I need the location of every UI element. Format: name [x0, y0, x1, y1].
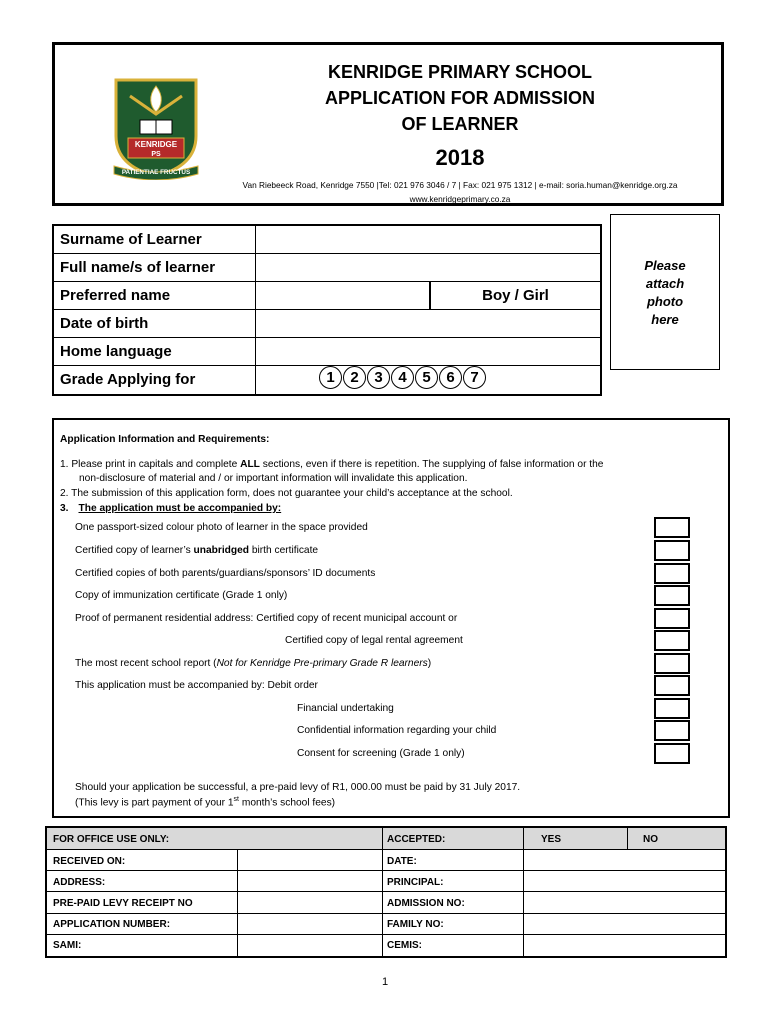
photo-box[interactable]: [610, 214, 720, 370]
surname-field[interactable]: [256, 226, 600, 253]
title-line-2: APPLICATION FOR ADMISSION: [325, 88, 595, 108]
item3-text: The application must be accompanied by:: [78, 503, 282, 514]
photo-text-line: attach: [645, 276, 685, 291]
cemis-label: CEMIS:: [387, 940, 422, 951]
info-item-1-cont: non-disclosure of material and / or important information will invalidate this application.: [79, 473, 468, 484]
grade-option-6[interactable]: 6: [439, 366, 462, 389]
req7-italic: Not for Kenridge Pre-primary Grade R learners: [216, 658, 428, 669]
home-language-field[interactable]: [256, 338, 600, 365]
checkbox-municipal-account[interactable]: [654, 608, 690, 629]
website-link[interactable]: www.kenridgeprimary.co.za: [409, 194, 511, 204]
levy-pre: (This levy is part payment of your 1: [75, 797, 234, 809]
req-immunization: Copy of immunization certificate (Grade 1 only): [75, 590, 288, 601]
req-debit-order: This application must be accompanied by: Debit order: [75, 680, 318, 691]
surname-label: Surname of Learner: [60, 231, 202, 248]
req2-bold: unabridged: [193, 545, 250, 556]
boy-girl-selector[interactable]: Boy / Girl: [482, 287, 549, 304]
dob-label: Date of birth: [60, 315, 149, 332]
contact-block: [170, 0, 750, 210]
grade-option-3[interactable]: 3: [367, 366, 390, 389]
preferred-name-label: Preferred name: [60, 287, 171, 304]
req-confidential-info: Confidential information regarding your child: [297, 725, 497, 736]
row-full-name: [54, 254, 600, 282]
office-use-table: [45, 826, 727, 958]
item3-num: 3.: [60, 503, 69, 514]
title-line-3: OF LEARNER: [401, 114, 519, 134]
checkbox-financial-undertaking[interactable]: [654, 698, 690, 719]
admission-no-label: ADMISSION NO:: [387, 898, 465, 909]
logo-ps-text: PS: [151, 151, 161, 158]
sami-label: SAMI:: [53, 940, 82, 951]
checkbox-birth-certificate[interactable]: [654, 540, 690, 561]
family-no-label: FAMILY NO:: [387, 919, 444, 930]
item1-post: sections, even if there is repetition. The supplying of false information or the: [259, 459, 604, 470]
req-financial-undertaking: Financial undertaking: [297, 703, 394, 714]
checkbox-debit-order[interactable]: [654, 675, 690, 696]
principal-label: PRINCIPAL:: [387, 877, 444, 888]
cell-divider: [255, 366, 256, 394]
info-item-2: 2. The submission of this application form, does not guarantee your child’s acceptance at the school.: [60, 488, 513, 499]
checkbox-school-report[interactable]: [654, 653, 690, 674]
req-proof-address: Proof of permanent residential address: Certified copy of recent municipal account or: [75, 613, 458, 624]
accepted-label: ACCEPTED:: [387, 834, 446, 845]
photo-instructions: [611, 257, 719, 329]
received-on-label: RECEIVED ON:: [53, 856, 126, 867]
levy-post: month’s school fees): [239, 797, 336, 809]
full-name-field[interactable]: [256, 254, 600, 281]
checkbox-parent-ids[interactable]: [654, 563, 690, 584]
dob-field[interactable]: [256, 310, 600, 337]
req7-post: ): [427, 658, 432, 669]
req-consent-screening: Consent for screening (Grade 1 only): [297, 748, 465, 759]
photo-text-line: photo: [646, 294, 684, 309]
home-language-label: Home language: [60, 343, 172, 360]
row-dob: [54, 310, 600, 338]
contact-info: Van Riebeeck Road, Kenridge 7550 |Tel: 021 976 3046 / 7 | Fax: 021 975 1312 | e-mail: soria.human@kenridge.org.za: [242, 180, 678, 190]
info-item-3: [60, 503, 281, 514]
levy-sup: st: [233, 796, 239, 803]
page-number: 1: [381, 976, 389, 988]
req2-post: birth certificate: [249, 545, 319, 556]
grade-option-4[interactable]: 4: [391, 366, 414, 389]
full-name-label: Full name/s of learner: [60, 259, 216, 276]
grade-options: [319, 366, 486, 389]
levy-note: [75, 796, 335, 808]
checkbox-photo[interactable]: [654, 517, 690, 538]
info-item-1: [60, 459, 603, 470]
levy-notice: Should your application be successful, a pre-paid levy of R1, 000.00 must be paid by 31 July 2017.: [75, 782, 521, 793]
requirements-box: [52, 418, 730, 818]
learner-details-table: [52, 224, 602, 396]
office-heading: FOR OFFICE USE ONLY:: [53, 834, 170, 845]
row-surname: [54, 226, 600, 254]
req-birth-certificate: [75, 545, 318, 556]
checkbox-rental-agreement[interactable]: [654, 630, 690, 651]
yes-option[interactable]: YES: [541, 834, 562, 845]
req-rental-agreement: Certified copy of legal rental agreement: [285, 635, 463, 646]
req2-pre: Certified copy of learner’s: [75, 545, 194, 556]
preferred-name-field[interactable]: [256, 282, 428, 309]
grade-option-2[interactable]: 2: [343, 366, 366, 389]
checkbox-confidential-info[interactable]: [654, 720, 690, 741]
grade-option-7[interactable]: 7: [463, 366, 486, 389]
row-home-language: [54, 338, 600, 366]
req7-pre: The most recent school report (: [75, 658, 217, 669]
req-photo: One passport-sized colour photo of learner in the space provided: [75, 522, 368, 533]
item1-pre: 1. Please print in capitals and complete: [60, 459, 241, 470]
req-school-report: [75, 658, 431, 669]
levy-receipt-label: PRE-PAID LEVY RECEIPT NO: [53, 898, 193, 909]
date-label: DATE:: [387, 856, 417, 867]
checkbox-consent-screening[interactable]: [654, 743, 690, 764]
title-line-1: KENRIDGE PRIMARY SCHOOL: [327, 62, 593, 82]
photo-text-line: here: [651, 312, 679, 327]
item1-bold: ALL: [240, 459, 260, 470]
req-parent-ids: Certified copies of both parents/guardians/sponsors’ ID documents: [75, 568, 376, 579]
checkbox-immunization[interactable]: [654, 585, 690, 606]
logo-motto-text: PATIENTIAE FRUCTUS: [121, 169, 191, 176]
requirements-heading: Application Information and Requirements:: [60, 434, 270, 445]
address-label: ADDRESS:: [53, 877, 106, 888]
photo-text-line: Please: [644, 258, 686, 273]
application-number-label: APPLICATION NUMBER:: [53, 919, 171, 930]
logo-name-text: KENRIDGE: [134, 140, 178, 149]
year-label: 2018: [435, 145, 485, 170]
row-preferred-name: [54, 282, 600, 310]
grade-option-1[interactable]: 1: [319, 366, 342, 389]
row-grade: [54, 366, 600, 394]
grade-label: Grade Applying for: [60, 371, 196, 388]
grade-option-5[interactable]: 5: [415, 366, 438, 389]
no-option[interactable]: NO: [643, 834, 658, 845]
